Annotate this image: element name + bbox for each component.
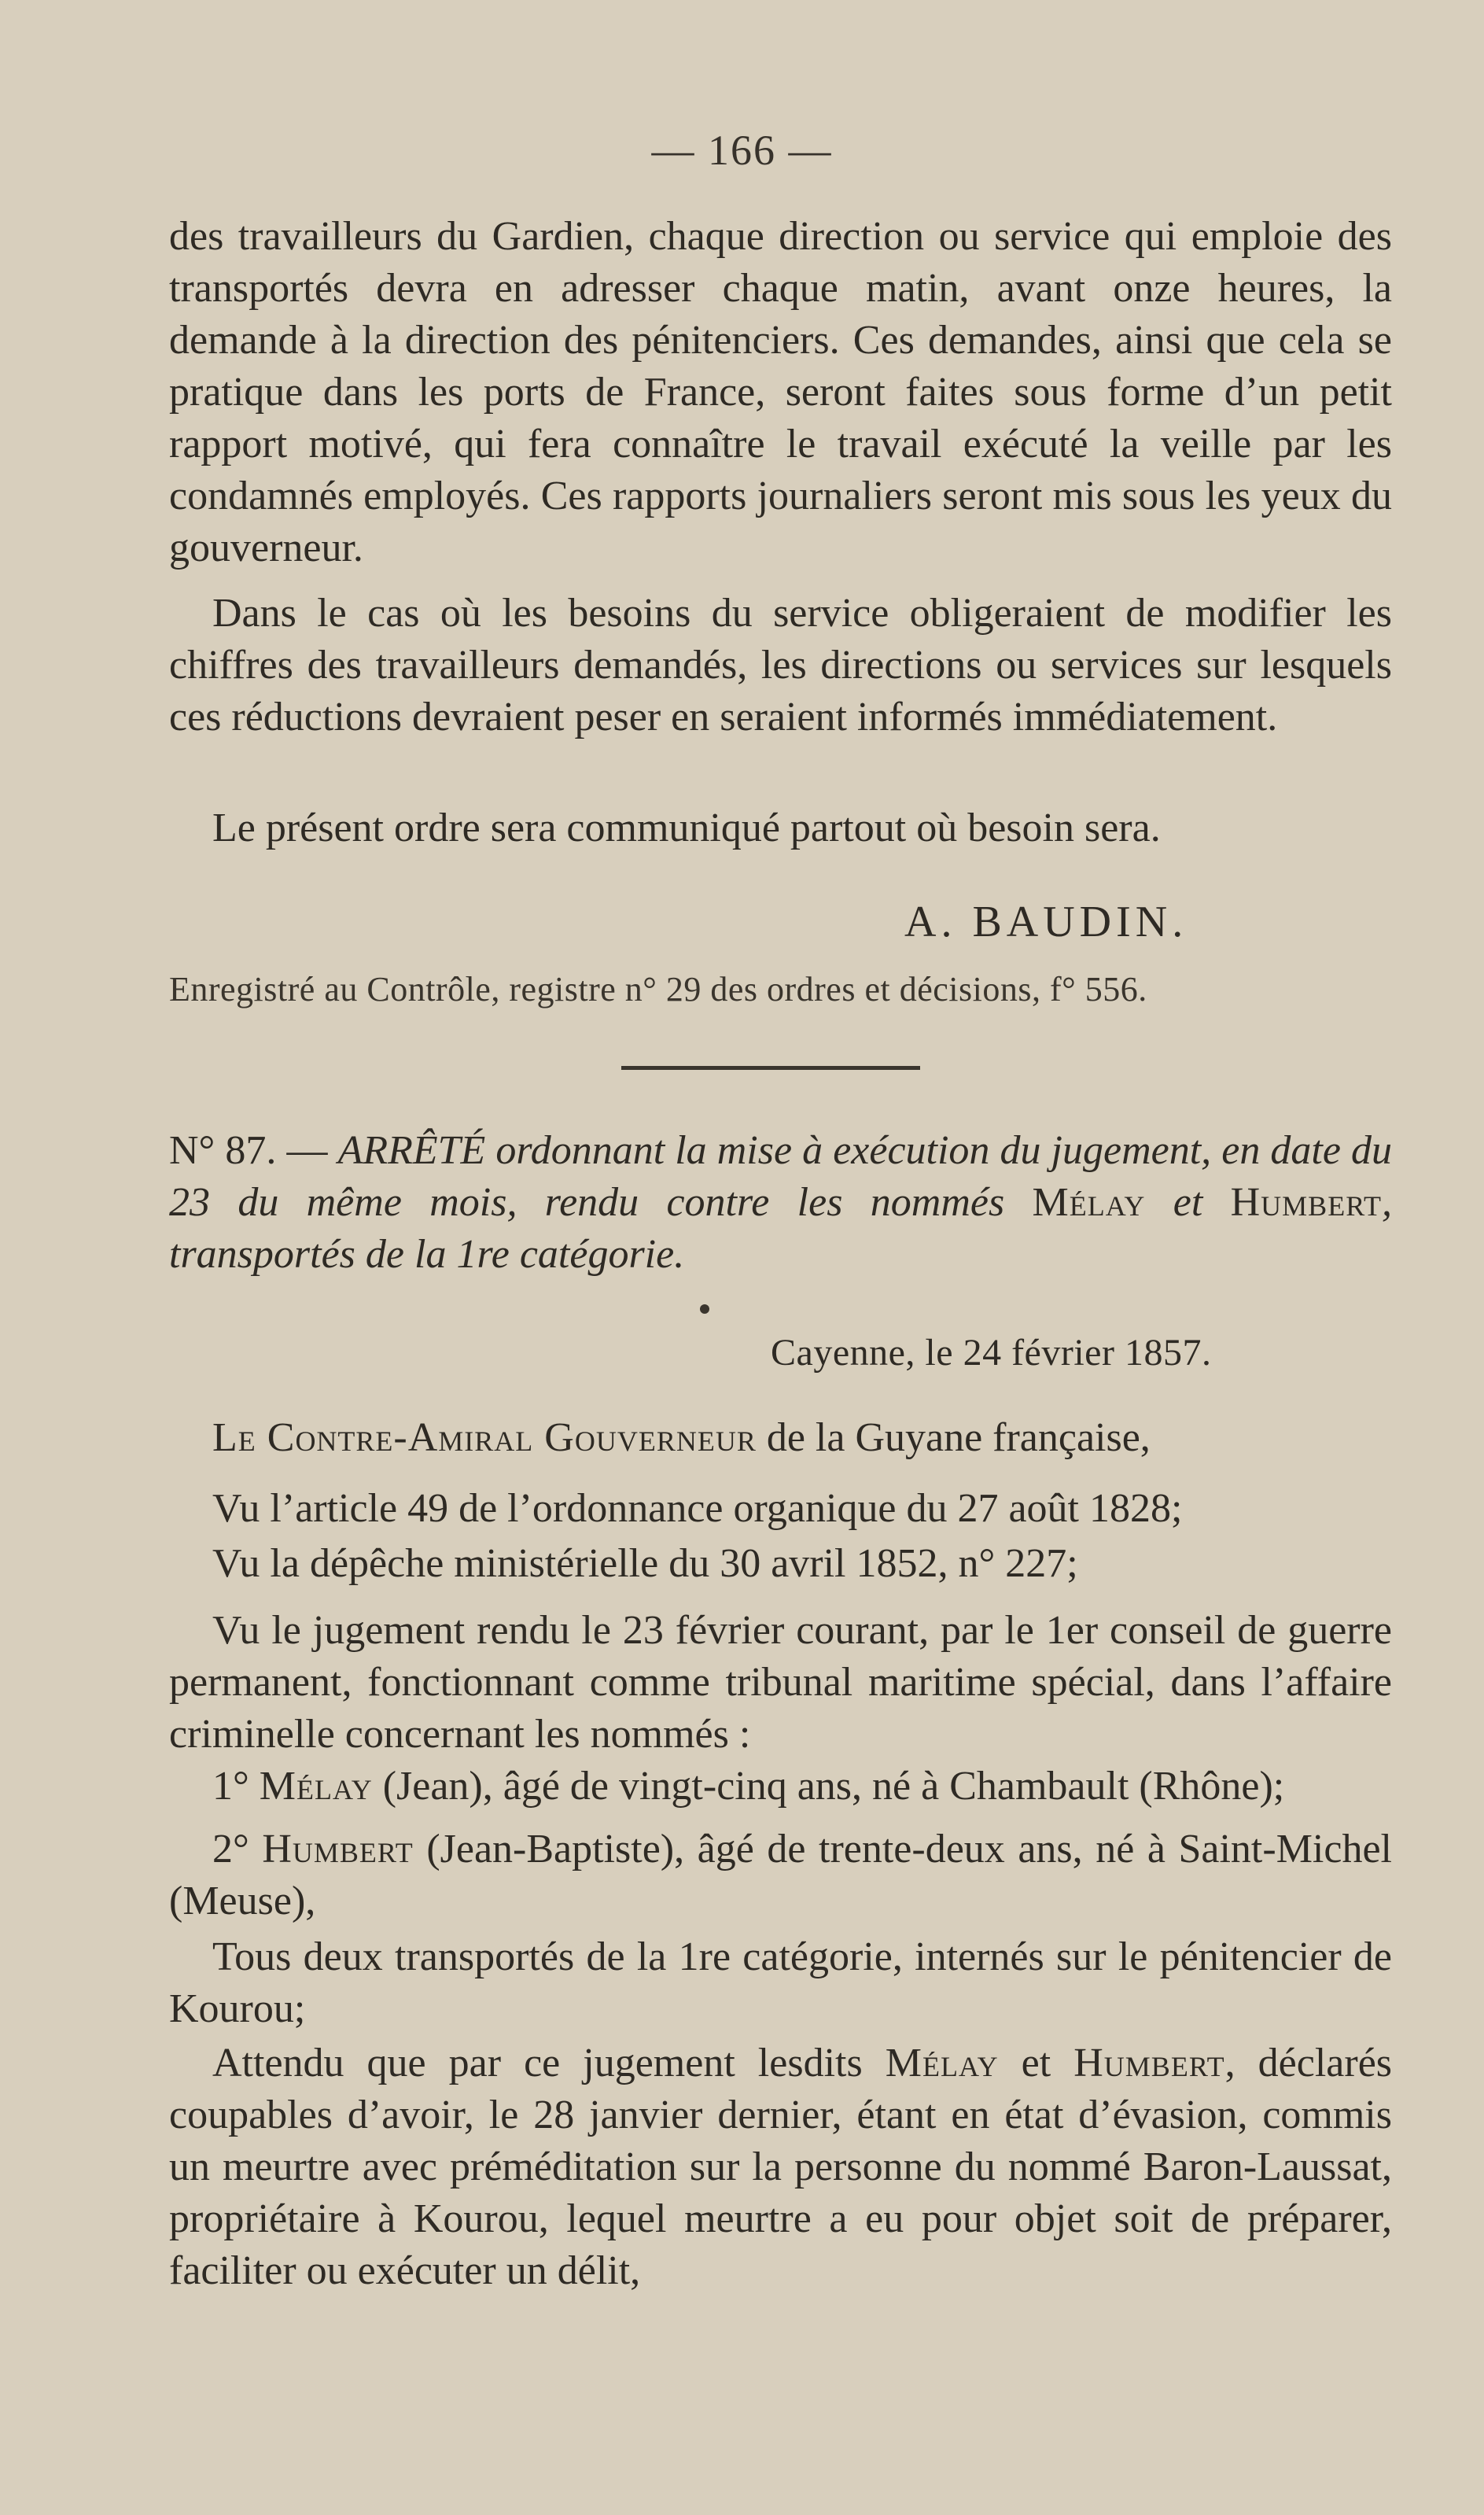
attendu-name-humbert: Humbert bbox=[1073, 2041, 1225, 2085]
ink-speck bbox=[700, 1304, 709, 1314]
authority-line bbox=[169, 1412, 1392, 1464]
authority-title: Le Contre-Amiral Gouverneur bbox=[212, 1415, 757, 1460]
page-number: — 166 — bbox=[651, 127, 833, 174]
item-melay bbox=[169, 1761, 1392, 1812]
place-date: Cayenne, le 24 février 1857. bbox=[771, 1332, 1212, 1374]
vu-article: Vu l’article 49 de l’ordonnance organique du 27 août 1828; bbox=[212, 1486, 1183, 1531]
vu-jugement: Vu le jugement rendu le 23 février courant, par le 1er conseil de guerre permanent, fonctionnant comme tribunal maritime spécial, dans l’affaire criminelle concernant les nommés : bbox=[169, 1608, 1392, 1757]
paragraph-workers-requests: des travailleurs du Gardien, chaque direction ou service qui emploie des transportés devra en adresser chaque matin, avant onze heures, la demande à la direction des pénitenciers. Ces demandes, ainsi que cela se pratique dans les ports de France, seront faites sous forme d’un petit rapport motivé, qui fera connaître le travail exécuté la veille par les condamnés employés. Ces rapports journaliers seront mis sous les yeux du gouverneur. bbox=[169, 214, 1392, 570]
item-humbert bbox=[169, 1824, 1392, 1927]
item-1-name: Mélay bbox=[259, 1764, 373, 1809]
decree-number: N° 87. bbox=[169, 1128, 277, 1173]
decree-heading bbox=[169, 1125, 1392, 1281]
item-2-name: Humbert bbox=[262, 1827, 414, 1871]
registration-note: Enregistré au Contrôle, registre n° 29 des ordres et décisions, f° 556. bbox=[169, 970, 1147, 1009]
decree-name-humbert: Humbert bbox=[1230, 1180, 1383, 1225]
attendu-et: et bbox=[998, 2041, 1074, 2085]
item-2-number: 2° bbox=[212, 1827, 263, 1871]
item-1-rest: (Jean), âgé de vingt-cinq ans, né à Chambault (Rhône); bbox=[372, 1764, 1285, 1809]
section-divider bbox=[621, 1066, 920, 1070]
decree-name-melay: Mélay bbox=[1032, 1180, 1146, 1225]
decree-dash: — bbox=[286, 1128, 328, 1173]
item-1-number: 1° bbox=[212, 1764, 260, 1809]
attendu-name-melay: Mélay bbox=[885, 2041, 999, 2085]
attendu-b: , déclarés coupables d’avoir, le 28 janvier dernier, étant en état d’évasion, commis un meurtre avec préméditation sur la personne du nommé Baron-Laussat, propriétaire à Kourou, lequel meurtre a eu pour objet soit de préparer, faciliter ou exécuter un délit, bbox=[169, 2041, 1393, 2293]
authority-rest: de la Guyane française, bbox=[756, 1415, 1151, 1460]
vu-depeche: Vu la dépêche ministérielle du 30 avril 1852, n° 227; bbox=[212, 1541, 1078, 1586]
decree-et: et bbox=[1173, 1180, 1203, 1225]
decree-title-b: , transportés de la 1re catégorie. bbox=[169, 1180, 1393, 1277]
attendu-a: Attendu que par ce jugement lesdits bbox=[212, 2041, 886, 2085]
paragraph-communication: Le présent ordre sera communiqué partout où besoin sera. bbox=[212, 806, 1161, 850]
item-2-rest: (Jean-Baptiste), âgé de trente-deux ans, né à Saint-Michel (Meuse), bbox=[169, 1827, 1392, 1923]
attendu-paragraph bbox=[169, 2037, 1392, 2297]
paragraph-reductions: Dans le cas où les besoins du service obligeraient de modifier les chiffres des travailleurs demandés, les directions ou services sur lesquels ces réductions devraient peser en seraient informés immédiatement. bbox=[169, 591, 1392, 739]
both-transported: Tous deux transportés de la 1re catégorie, internés sur le pénitencier de Kourou; bbox=[169, 1934, 1392, 2031]
decree-title-a: ARRÊTÉ ordonnant la mise à exécution du jugement, en date du 23 du même mois, rendu contre les nommés bbox=[169, 1128, 1392, 1225]
signature: A. BAUDIN. bbox=[904, 898, 1188, 946]
